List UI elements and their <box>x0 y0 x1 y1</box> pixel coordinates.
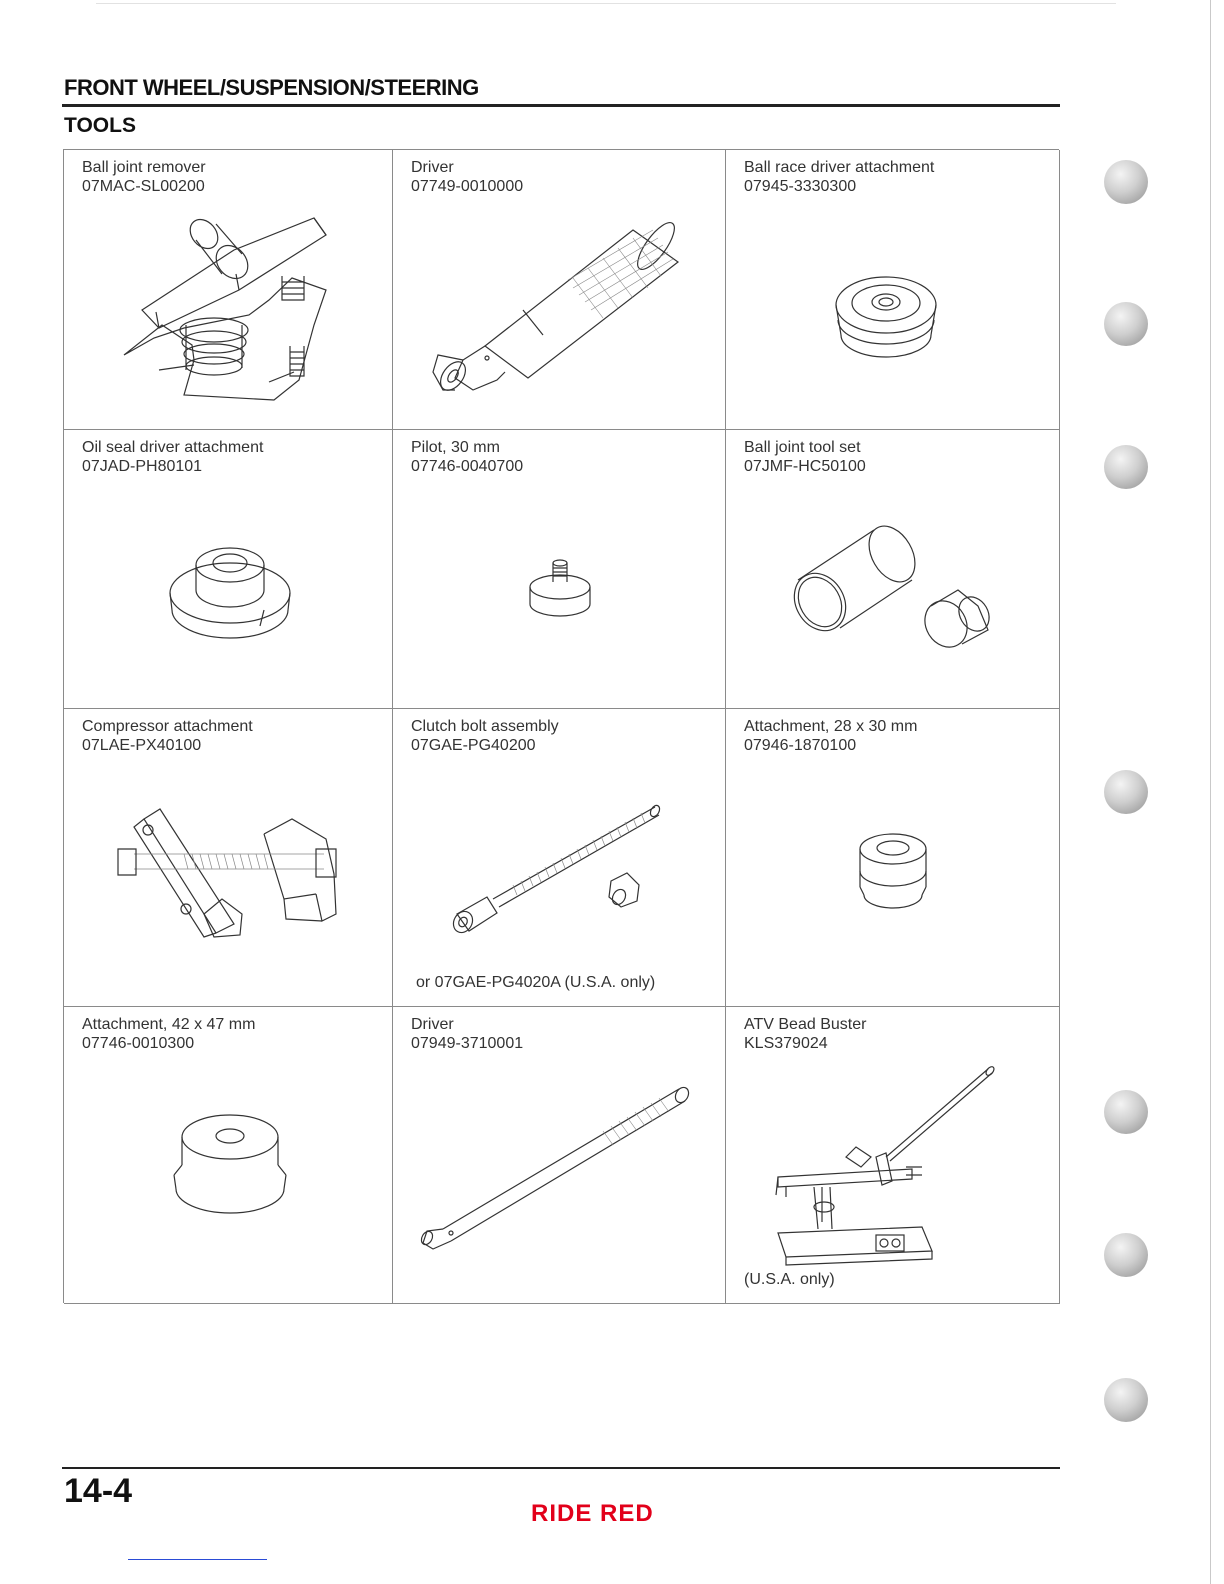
footer-brand: RIDE RED <box>531 1500 654 1527</box>
attachment-ring-icon <box>64 1007 393 1304</box>
bottom-link-underline[interactable] <box>128 1559 267 1560</box>
tool-name: ATV Bead Buster <box>744 1016 867 1033</box>
tool-number: 07946-1870100 <box>744 737 857 754</box>
tool-name: Driver <box>411 1016 454 1033</box>
tool-cell <box>726 1007 1060 1304</box>
page-edge <box>1210 0 1211 1584</box>
tool-number: 07746-0040700 <box>411 458 524 475</box>
tool-cell <box>726 150 1060 430</box>
pilot-icon <box>393 430 726 709</box>
tool-number: 07MAC-SL00200 <box>82 178 205 195</box>
race-driver-attachment-icon <box>726 150 1060 430</box>
tools-table <box>63 149 1059 1303</box>
tool-name: Ball race driver attachment <box>744 159 935 176</box>
section-tab-marker <box>1104 445 1148 489</box>
tool-cell <box>726 709 1060 1007</box>
bead-buster-icon <box>726 1007 1060 1304</box>
tool-name: Attachment, 42 x 47 mm <box>82 1016 256 1033</box>
section-tab-marker <box>1104 160 1148 204</box>
tool-name: Compressor attachment <box>82 718 253 735</box>
tool-name: Clutch bolt assembly <box>411 718 559 735</box>
ball-joint-remover-icon <box>64 150 393 430</box>
tool-number: 07749-0010000 <box>411 178 524 195</box>
tool-note: or 07GAE-PG4020A (U.S.A. only) <box>416 974 656 991</box>
driver-shaft-icon <box>393 1007 726 1304</box>
tool-number: KLS379024 <box>744 1035 828 1052</box>
driver-handle-icon <box>393 150 726 430</box>
tool-number: 07GAE-PG40200 <box>411 737 536 754</box>
tool-number: 07JMF-HC50100 <box>744 458 866 475</box>
tool-cell <box>726 430 1060 709</box>
top-rule <box>96 3 1116 4</box>
tool-cell <box>393 150 726 430</box>
attachment-cylinder-icon <box>726 709 1060 1007</box>
tool-name: Oil seal driver attachment <box>82 439 264 456</box>
tool-cell <box>393 1007 726 1304</box>
tool-cell <box>393 430 726 709</box>
section-tab-marker <box>1104 302 1148 346</box>
title-rule <box>62 104 1060 107</box>
tool-cell <box>64 430 393 709</box>
tool-number: 07746-0010300 <box>82 1035 195 1052</box>
tool-number: 07LAE-PX40100 <box>82 737 202 754</box>
tool-number: 07949-3710001 <box>411 1035 524 1052</box>
tool-name: Ball joint tool set <box>744 439 861 456</box>
clutch-bolt-assembly-icon <box>393 709 726 1007</box>
section-tab-marker <box>1104 1378 1148 1422</box>
section-title: FRONT WHEEL/SUSPENSION/STEERING <box>64 75 479 100</box>
compressor-attachment-icon <box>64 709 393 1007</box>
page-number: 14-4 <box>64 1472 133 1510</box>
sub-title: TOOLS <box>64 114 136 137</box>
oil-seal-driver-attachment-icon <box>64 430 393 709</box>
tool-cell <box>64 1007 393 1304</box>
tool-cell <box>64 150 393 430</box>
tool-number: 07945-3330300 <box>744 178 857 195</box>
tool-name: Driver <box>411 159 454 176</box>
tool-cell <box>393 709 726 1007</box>
ball-joint-tool-set-icon <box>726 430 1060 709</box>
tool-cell <box>64 709 393 1007</box>
tool-name: Ball joint remover <box>82 159 206 176</box>
tool-note: (U.S.A. only) <box>744 1271 835 1288</box>
section-tab-marker <box>1104 770 1148 814</box>
section-tab-marker <box>1104 1233 1148 1277</box>
section-tab-marker <box>1104 1090 1148 1134</box>
tool-name: Attachment, 28 x 30 mm <box>744 718 918 735</box>
bottom-rule <box>62 1467 1060 1469</box>
tool-name: Pilot, 30 mm <box>411 439 500 456</box>
tool-number: 07JAD-PH80101 <box>82 458 203 475</box>
